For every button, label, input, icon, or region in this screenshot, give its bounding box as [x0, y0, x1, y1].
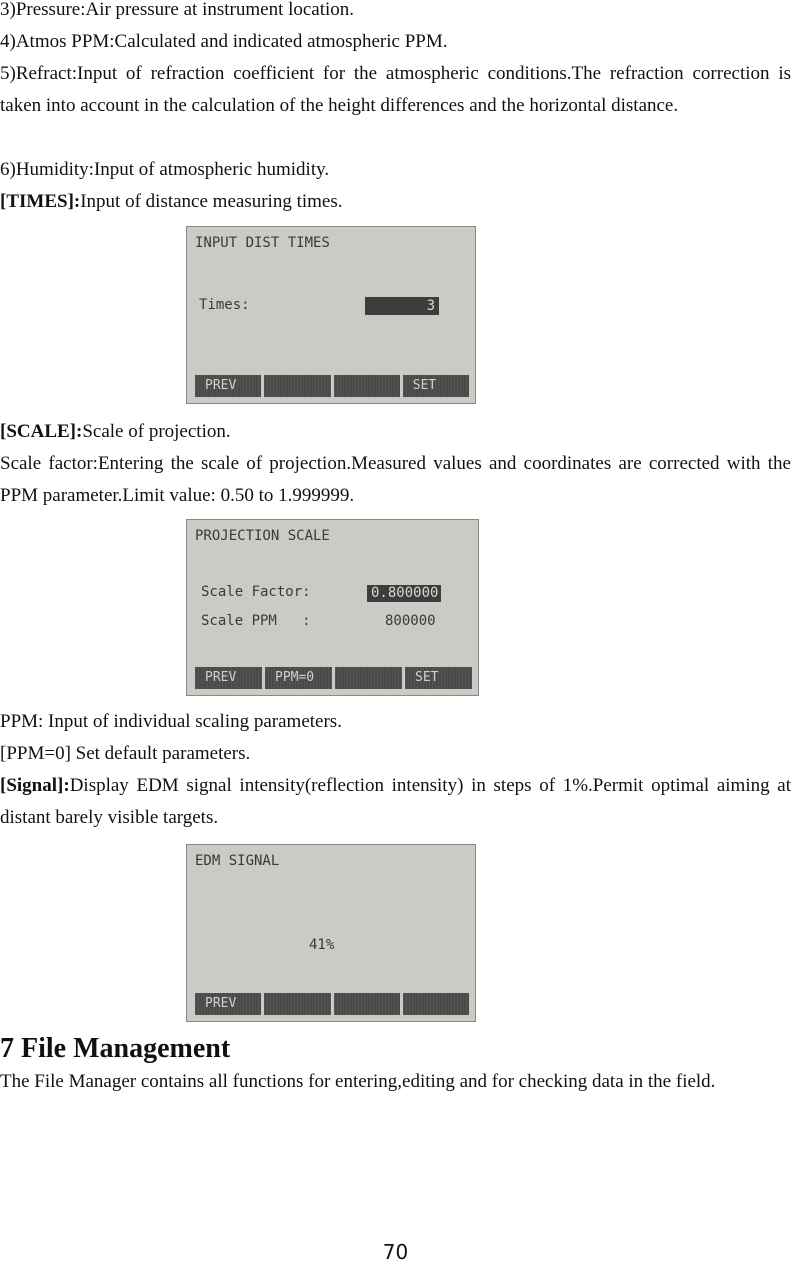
- blank-softkey[interactable]: [335, 667, 402, 689]
- blank-softkey[interactable]: [334, 993, 400, 1015]
- projection-scale-screen: [186, 519, 479, 696]
- scale-factor-value[interactable]: 0.800000: [367, 585, 441, 602]
- ppm-zero-softkey[interactable]: PPM=0: [265, 667, 332, 689]
- times-label: Times:: [199, 297, 250, 313]
- signal-text: Display EDM signal intensity(reflection intensity) in steps of 1%.Permit optimal aiming at distant barely visible targets.: [0, 775, 791, 828]
- page-number: 70: [382, 1240, 409, 1264]
- section-heading: 7 File Management: [0, 1033, 231, 1064]
- softkey-bar: [195, 375, 469, 397]
- scale-key: [SCALE]:: [0, 421, 83, 442]
- signal-paragraph: [0, 770, 791, 834]
- pressure-line: 3)Pressure:Air pressure at instrument location.: [0, 0, 355, 20]
- signal-key: [Signal]:: [0, 775, 70, 796]
- screen-title: INPUT DIST TIMES: [195, 235, 330, 251]
- refract-paragraph: 5)Refract:Input of refraction coefficient for the atmospheric conditions.The refraction correction is taken into account in the calculation of the height differences and the horizontal distance.: [0, 63, 791, 116]
- scale-ppm-value: 800000: [385, 613, 436, 629]
- blank-softkey[interactable]: [264, 993, 330, 1015]
- scale-text: Scale of projection.: [82, 421, 231, 442]
- set-softkey[interactable]: SET: [405, 667, 472, 689]
- prev-softkey[interactable]: PREV: [195, 375, 261, 397]
- scale-factor-paragraph: Scale factor:Entering the scale of projection.Measured values and coordinates are corrected with the PPM parameter.Limit value: 0.50 to 1.999999.: [0, 453, 791, 506]
- times-key: [TIMES]:: [0, 191, 81, 212]
- screen-title: EDM SIGNAL: [195, 853, 280, 869]
- edm-signal-screen: [186, 844, 476, 1022]
- times-text: Input of distance measuring times.: [80, 191, 343, 212]
- atmos-ppm-line: 4)Atmos PPM:Calculated and indicated atmospheric PPM.: [0, 31, 448, 52]
- times-line: [0, 186, 791, 218]
- blank-softkey[interactable]: [264, 375, 330, 397]
- softkey-bar: [195, 993, 469, 1015]
- input-dist-times-screen: [186, 226, 476, 404]
- scale-line: [0, 416, 791, 448]
- prev-softkey[interactable]: PREV: [195, 993, 261, 1015]
- times-value[interactable]: 3: [365, 297, 439, 315]
- scale-ppm-label: Scale PPM :: [201, 613, 311, 629]
- prev-softkey[interactable]: PREV: [195, 667, 262, 689]
- blank-softkey[interactable]: [334, 375, 400, 397]
- scale-factor-label: Scale Factor:: [201, 584, 311, 600]
- ppm-line: PPM: Input of individual scaling parameters.: [0, 711, 342, 732]
- blank-softkey[interactable]: [403, 993, 469, 1015]
- ppm-zero-line: [PPM=0] Set default parameters.: [0, 743, 251, 764]
- file-manager-paragraph: The File Manager contains all functions for entering,editing and for checking data in the field.: [0, 1071, 716, 1092]
- signal-value: 41%: [309, 937, 335, 953]
- set-softkey[interactable]: SET: [403, 375, 469, 397]
- softkey-bar: [195, 667, 472, 689]
- screen-title: PROJECTION SCALE: [195, 528, 330, 544]
- humidity-line: 6)Humidity:Input of atmospheric humidity.: [0, 159, 330, 180]
